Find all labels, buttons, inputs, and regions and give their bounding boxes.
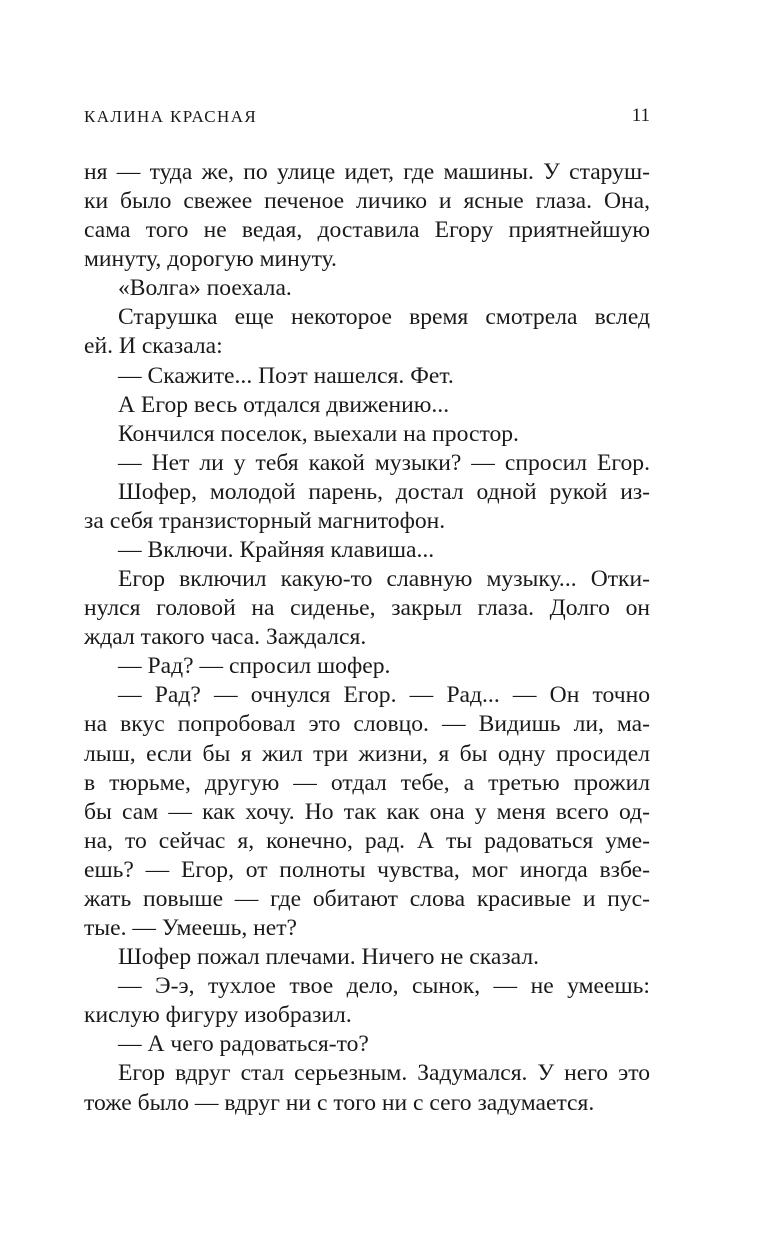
text-line: на, то сейчас я, конечно, рад. А ты радоваться уме-	[84, 827, 650, 854]
text-line: Шофер, молодой парень, достал одной рукой из-	[118, 478, 650, 505]
text-line: на вкус попробовал это словцо. — Видишь ли, ма-	[84, 711, 650, 738]
text-line: сама того не ведая, доставила Егору приятнейшую	[84, 217, 650, 244]
text-line: нулся головой на сиденье, закрыл глаза. Долго он	[84, 595, 650, 622]
text-line: за себя транзисторный магнитофон.	[84, 507, 446, 534]
text-line: ки было свежее печеное личико и ясные глаза. Она,	[84, 188, 650, 215]
text-line: минуту, дорогую минуту.	[84, 246, 337, 273]
text-line: ешь? — Егор, от полноты чувства, мог иногда взбе-	[84, 856, 650, 883]
text-line: лыш, если бы я жил три жизни, я бы одну просидел	[84, 740, 650, 767]
text-line: тоже было — вдруг ни с того ни с сего задумается.	[84, 1089, 595, 1116]
text-line: — Рад? — спросил шофер.	[118, 653, 391, 680]
text-line: жать повыше — где обитают слова красивые и пус-	[84, 885, 650, 912]
text-line: Старушка еще некоторое время смотрела вслед	[118, 304, 650, 331]
text-line: кислую фигуру изобразил.	[84, 1002, 352, 1029]
text-line: «Волга» поехала.	[118, 275, 292, 302]
text-line: — Скажите... Поэт нашелся. Фет.	[118, 362, 454, 389]
text-line: — Включи. Крайняя клавиша...	[118, 537, 435, 564]
page-number: 11	[631, 105, 650, 126]
text-line: — А чего радоваться-то?	[118, 1031, 369, 1058]
text-line: А Егор весь отдался движению...	[118, 391, 450, 418]
text-line: — Рад? — очнулся Егор. — Рад... — Он точно	[118, 682, 650, 709]
text-line: Кончился поселок, выехали на простор.	[118, 420, 519, 447]
text-line: бы сам — как хочу. Но так как она у меня всего од-	[84, 798, 650, 825]
body-text	[84, 158, 650, 1118]
text-line: Егор вдруг стал серьезным. Задумался. У него это	[118, 1060, 650, 1087]
text-line: в тюрьме, другую — отдал тебе, а третью прожил	[84, 769, 650, 796]
text-line: Егор включил какую-то славную музыку... Отки-	[118, 566, 650, 593]
running-title: КАЛИНА КРАСНАЯ	[84, 107, 258, 126]
text-line: Шофер пожал плечами. Ничего не сказал.	[118, 944, 540, 971]
text-line: — Нет ли у тебя какой музыки? — спросил Егор.	[118, 449, 650, 476]
text-line: тые. — Умеешь, нет?	[84, 915, 298, 942]
text-line: ей. И сказала:	[84, 333, 223, 360]
text-line: ждал такого часа. Заждался.	[84, 624, 367, 651]
text-line: — Э-э, тухлое твое дело, сынок, — не умеешь:	[118, 973, 650, 1000]
text-line: ня — туда же, по улице идет, где машины. У старуш-	[84, 159, 650, 185]
